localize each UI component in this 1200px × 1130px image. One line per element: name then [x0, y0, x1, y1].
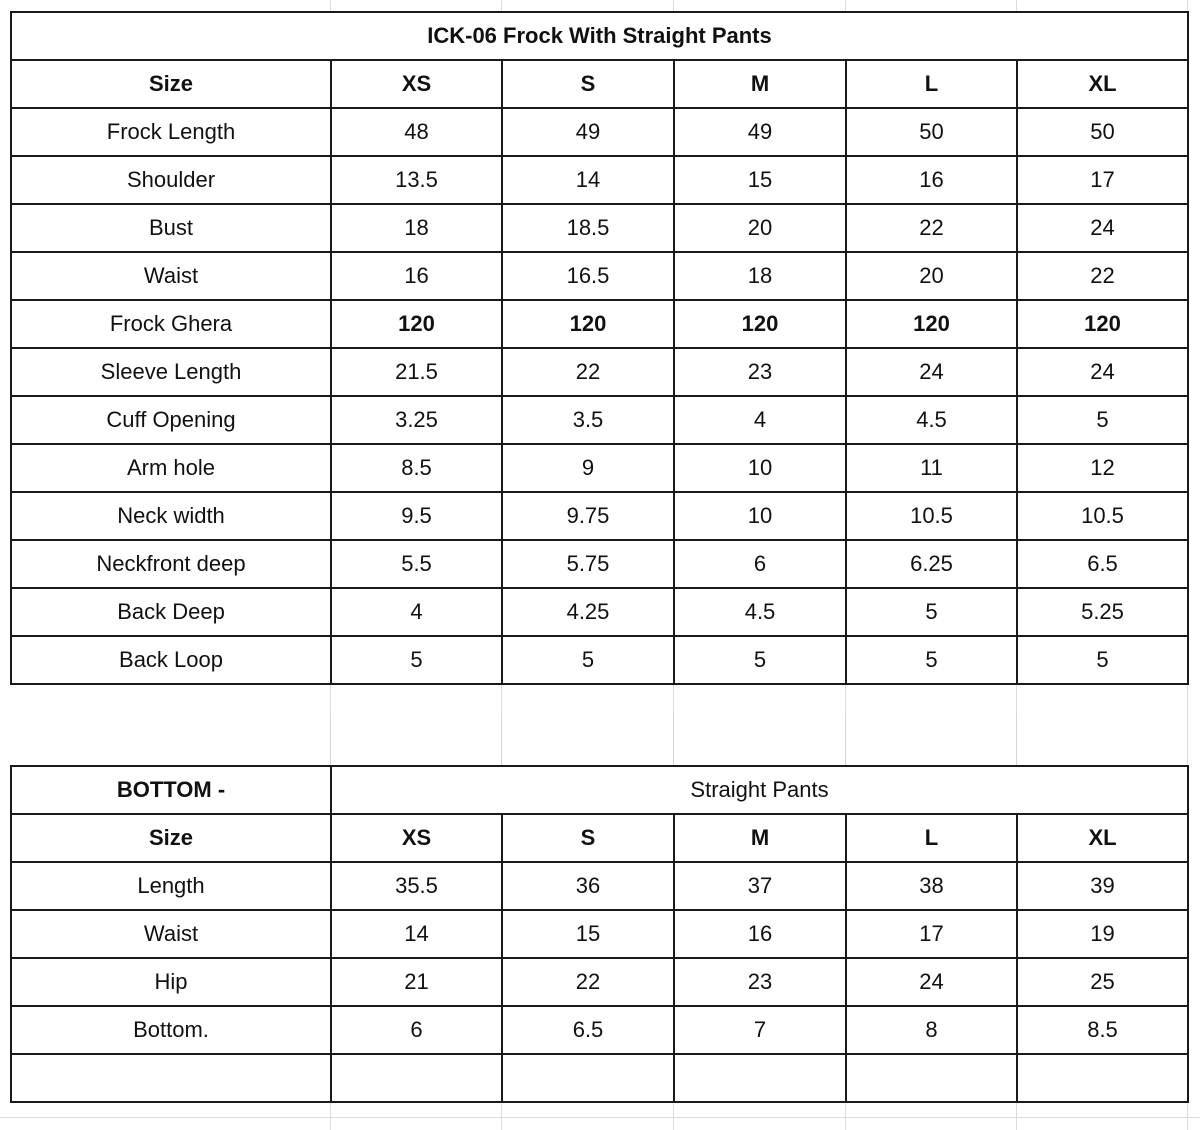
cell[interactable]: 9.75: [502, 492, 674, 540]
cell[interactable]: 20: [674, 204, 846, 252]
row-label[interactable]: Neck width: [11, 492, 331, 540]
empty-cell[interactable]: [11, 1054, 331, 1102]
table-row: [11, 252, 1188, 300]
cell[interactable]: 13.5: [331, 156, 502, 204]
cell[interactable]: 49: [502, 108, 674, 156]
cell[interactable]: 17: [846, 910, 1017, 958]
gridline: [0, 1117, 1200, 1118]
cell[interactable]: 4: [331, 588, 502, 636]
cell[interactable]: 21: [331, 958, 502, 1006]
row-label[interactable]: Neckfront deep: [11, 540, 331, 588]
bottom-size-table: [10, 765, 1189, 1103]
row-label[interactable]: Shoulder: [11, 156, 331, 204]
section-row: [11, 766, 1188, 814]
cell[interactable]: 23: [674, 958, 846, 1006]
cell[interactable]: 38: [846, 862, 1017, 910]
cell[interactable]: 12: [1017, 444, 1188, 492]
cell[interactable]: 17: [1017, 156, 1188, 204]
cell[interactable]: 6.5: [502, 1006, 674, 1054]
size-l-header[interactable]: L: [846, 60, 1017, 108]
cell[interactable]: 14: [502, 156, 674, 204]
cell[interactable]: 5.5: [331, 540, 502, 588]
cell[interactable]: 4.5: [674, 588, 846, 636]
section-type[interactable]: Straight Pants: [331, 766, 1188, 814]
size-xs-header[interactable]: XS: [331, 60, 502, 108]
table-row: [11, 396, 1188, 444]
table-row: [11, 108, 1188, 156]
cell[interactable]: 21.5: [331, 348, 502, 396]
table-row: [11, 958, 1188, 1006]
cell[interactable]: 4.25: [502, 588, 674, 636]
cell[interactable]: 18.5: [502, 204, 674, 252]
table-row: [11, 588, 1188, 636]
cell[interactable]: 37: [674, 862, 846, 910]
frock-size-table: [10, 11, 1189, 685]
empty-cell[interactable]: [331, 1054, 502, 1102]
cell[interactable]: 16: [331, 252, 502, 300]
empty-cell[interactable]: [10, 715, 331, 765]
empty-cell[interactable]: [845, 715, 1017, 765]
cell[interactable]: 24: [1017, 204, 1188, 252]
cell[interactable]: 16: [846, 156, 1017, 204]
cell[interactable]: 5.75: [502, 540, 674, 588]
row-label[interactable]: Waist: [11, 252, 331, 300]
row-label[interactable]: Waist: [11, 910, 331, 958]
size-header[interactable]: Size: [11, 60, 331, 108]
cell[interactable]: 5: [846, 636, 1017, 684]
size-s-header[interactable]: S: [502, 60, 674, 108]
cell[interactable]: 9: [502, 444, 674, 492]
empty-cell[interactable]: [673, 715, 846, 765]
empty-cell[interactable]: [1017, 1054, 1188, 1102]
cell[interactable]: 5: [1017, 636, 1188, 684]
empty-cell[interactable]: [846, 1054, 1017, 1102]
cell[interactable]: 22: [846, 204, 1017, 252]
cell[interactable]: 22: [502, 958, 674, 1006]
size-xl-header[interactable]: XL: [1017, 814, 1188, 862]
cell[interactable]: 9.5: [331, 492, 502, 540]
row-label[interactable]: Back Deep: [11, 588, 331, 636]
cell[interactable]: 15: [674, 156, 846, 204]
empty-row: [11, 1054, 1188, 1102]
cell[interactable]: 5: [846, 588, 1017, 636]
cell[interactable]: 6: [331, 1006, 502, 1054]
size-m-header[interactable]: M: [674, 814, 846, 862]
empty-cell[interactable]: [501, 715, 674, 765]
cell[interactable]: 4: [674, 396, 846, 444]
table-row: [11, 204, 1188, 252]
row-label[interactable]: Bust: [11, 204, 331, 252]
cell[interactable]: 120: [331, 300, 502, 348]
cell[interactable]: 48: [331, 108, 502, 156]
table-row: [11, 492, 1188, 540]
row-label[interactable]: Bottom.: [11, 1006, 331, 1054]
row-label[interactable]: Back Loop: [11, 636, 331, 684]
cell[interactable]: 10.5: [846, 492, 1017, 540]
cell[interactable]: 7: [674, 1006, 846, 1054]
cell[interactable]: 5: [502, 636, 674, 684]
cell[interactable]: 24: [846, 348, 1017, 396]
cell[interactable]: 24: [846, 958, 1017, 1006]
row-label[interactable]: Frock Ghera: [11, 300, 331, 348]
table-row: [11, 156, 1188, 204]
cell[interactable]: 6.25: [846, 540, 1017, 588]
size-l-header[interactable]: L: [846, 814, 1017, 862]
cell[interactable]: 120: [846, 300, 1017, 348]
cell[interactable]: 18: [331, 204, 502, 252]
cell[interactable]: 6: [674, 540, 846, 588]
cell[interactable]: 120: [502, 300, 674, 348]
cell[interactable]: 6.5: [1017, 540, 1188, 588]
cell[interactable]: 10: [674, 492, 846, 540]
cell[interactable]: 10.5: [1017, 492, 1188, 540]
size-m-header[interactable]: M: [674, 60, 846, 108]
table-row: [11, 1006, 1188, 1054]
row-label[interactable]: Cuff Opening: [11, 396, 331, 444]
size-xl-header[interactable]: XL: [1017, 60, 1188, 108]
cell[interactable]: 120: [1017, 300, 1188, 348]
cell[interactable]: 39: [1017, 862, 1188, 910]
cell[interactable]: 11: [846, 444, 1017, 492]
cell[interactable]: 50: [1017, 108, 1188, 156]
cell[interactable]: 50: [846, 108, 1017, 156]
cell[interactable]: 120: [674, 300, 846, 348]
section-label[interactable]: BOTTOM -: [11, 766, 331, 814]
cell[interactable]: 5: [331, 636, 502, 684]
header-row: [11, 814, 1188, 862]
cell[interactable]: 15: [502, 910, 674, 958]
cell[interactable]: 4.5: [846, 396, 1017, 444]
cell[interactable]: 3.5: [502, 396, 674, 444]
row-label[interactable]: Frock Length: [11, 108, 331, 156]
table-row: [11, 862, 1188, 910]
row-label[interactable]: Arm hole: [11, 444, 331, 492]
row-label[interactable]: Sleeve Length: [11, 348, 331, 396]
row-label[interactable]: Length: [11, 862, 331, 910]
cell[interactable]: 35.5: [331, 862, 502, 910]
table-row: [11, 348, 1188, 396]
empty-cell[interactable]: [330, 715, 502, 765]
row-label[interactable]: Hip: [11, 958, 331, 1006]
cell[interactable]: 23: [674, 348, 846, 396]
header-row: [11, 60, 1188, 108]
cell[interactable]: 36: [502, 862, 674, 910]
cell[interactable]: 16: [674, 910, 846, 958]
cell[interactable]: 19: [1017, 910, 1188, 958]
title-row: [11, 12, 1188, 60]
cell[interactable]: 5.25: [1017, 588, 1188, 636]
cell[interactable]: 22: [502, 348, 674, 396]
cell[interactable]: 10: [674, 444, 846, 492]
cell[interactable]: 5: [1017, 396, 1188, 444]
cell[interactable]: 16.5: [502, 252, 674, 300]
cell[interactable]: 8.5: [331, 444, 502, 492]
size-xs-header[interactable]: XS: [331, 814, 502, 862]
cell[interactable]: 3.25: [331, 396, 502, 444]
cell[interactable]: 22: [1017, 252, 1188, 300]
cell[interactable]: 8: [846, 1006, 1017, 1054]
cell[interactable]: 49: [674, 108, 846, 156]
empty-cell[interactable]: [502, 1054, 674, 1102]
table-row: [11, 910, 1188, 958]
cell[interactable]: 5: [674, 636, 846, 684]
cell[interactable]: 18: [674, 252, 846, 300]
empty-spacer-row[interactable]: [10, 715, 1187, 765]
table-row: [11, 300, 1188, 348]
cell[interactable]: 25: [1017, 958, 1188, 1006]
cell[interactable]: 24: [1017, 348, 1188, 396]
table-row: [11, 636, 1188, 684]
size-header[interactable]: Size: [11, 814, 331, 862]
empty-cell[interactable]: [674, 1054, 846, 1102]
table-title[interactable]: ICK-06 Frock With Straight Pants: [11, 12, 1188, 60]
cell[interactable]: 8.5: [1017, 1006, 1188, 1054]
cell[interactable]: 14: [331, 910, 502, 958]
cell[interactable]: 20: [846, 252, 1017, 300]
table-row: [11, 444, 1188, 492]
size-s-header[interactable]: S: [502, 814, 674, 862]
table-row: [11, 540, 1188, 588]
